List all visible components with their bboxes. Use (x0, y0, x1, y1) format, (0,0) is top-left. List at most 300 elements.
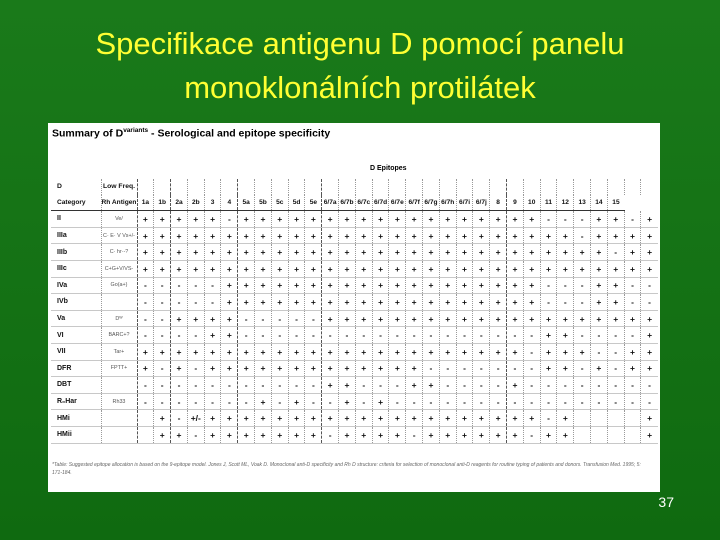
epitope-cell: + (607, 294, 624, 311)
table-row (51, 211, 658, 228)
epitope-cell: + (322, 360, 339, 377)
column-header: Category (51, 195, 101, 211)
table-row (51, 260, 658, 277)
epitope-cell: + (322, 377, 339, 394)
epitope-cell: + (574, 310, 591, 327)
epitope-cell: + (423, 310, 440, 327)
epitope-cell (607, 410, 624, 427)
epitope-cell: + (271, 360, 288, 377)
epitope-cell: + (439, 294, 456, 311)
epitope-cell: + (490, 244, 507, 261)
epitope-cell: + (423, 410, 440, 427)
epitope-cell: + (171, 360, 188, 377)
epitope-cell: + (137, 244, 154, 261)
epitope-cell: - (221, 211, 238, 228)
epitope-cell: + (288, 410, 305, 427)
header-cell-empty (288, 179, 305, 195)
epitope-cell: + (523, 260, 540, 277)
epitope-cell: + (456, 426, 473, 443)
epitope-cell: - (523, 393, 540, 410)
epitope-cell: + (355, 244, 372, 261)
epitope-cell: + (423, 211, 440, 228)
epitope-cell: - (624, 294, 641, 311)
epitope-cell: + (171, 227, 188, 244)
epitope-cell: + (355, 294, 372, 311)
epitope-cell: + (406, 310, 423, 327)
epitope-cell: + (355, 211, 372, 228)
epitope-cell: - (607, 360, 624, 377)
epitope-cell (607, 426, 624, 443)
table-row (51, 327, 658, 344)
epitope-cell: + (204, 327, 221, 344)
epitope-cell: + (372, 310, 389, 327)
epitope-cell: + (389, 277, 406, 294)
epitope-cell: + (204, 410, 221, 427)
epitope-cell: - (355, 377, 372, 394)
column-header: 14 (591, 195, 608, 211)
epitope-cell: + (406, 410, 423, 427)
epitope-cell: + (372, 343, 389, 360)
epitope-summary-table-image (48, 123, 660, 492)
epitope-cell: + (456, 260, 473, 277)
epitope-cell (624, 410, 641, 427)
epitope-cell: - (557, 211, 574, 228)
epitope-cell: + (423, 426, 440, 443)
epitope-cell: + (305, 360, 322, 377)
row-category: IIIc (51, 260, 101, 277)
epitope-cell (624, 426, 641, 443)
epitope-cell: + (591, 294, 608, 311)
epitope-cell: - (288, 310, 305, 327)
epitope-cell: + (456, 294, 473, 311)
epitope-cell: + (557, 310, 574, 327)
column-header: 6/7h (439, 195, 456, 211)
column-header: 4 (221, 195, 238, 211)
column-header: 6/7g (423, 195, 440, 211)
epitope-cell: + (305, 277, 322, 294)
epitope-cell: + (288, 227, 305, 244)
epitope-cell: - (204, 277, 221, 294)
epitope-cell: + (288, 343, 305, 360)
epitope-cell: + (288, 244, 305, 261)
header-cell-empty (456, 179, 473, 195)
epitope-cell: - (523, 343, 540, 360)
header-cell-empty (238, 179, 255, 195)
epitope-cell: + (591, 360, 608, 377)
epitope-cell: - (171, 294, 188, 311)
epitope-cell: - (137, 377, 154, 394)
epitope-cell: - (204, 393, 221, 410)
epitope-cell: + (389, 244, 406, 261)
epitope-cell: + (322, 244, 339, 261)
epitope-cell: - (271, 393, 288, 410)
epitope-cell: + (557, 360, 574, 377)
epitope-cell: + (372, 393, 389, 410)
header-cell-empty (271, 179, 288, 195)
epitope-cell: - (540, 410, 557, 427)
epitope-cell: + (423, 377, 440, 394)
epitope-cell: + (255, 343, 272, 360)
epitope-cell: + (255, 294, 272, 311)
epitope-cell: - (540, 277, 557, 294)
epitope-cell: - (574, 393, 591, 410)
row-category: IVa (51, 277, 101, 294)
epitope-cell: + (540, 310, 557, 327)
epitope-cell: - (255, 327, 272, 344)
epitope-cell: + (339, 393, 356, 410)
epitope-cell: + (154, 343, 171, 360)
header-cell-empty (523, 179, 540, 195)
epitope-cell: + (607, 227, 624, 244)
epitope-cell: + (221, 410, 238, 427)
epitope-cell: + (490, 294, 507, 311)
epitope-cell: + (507, 227, 524, 244)
epitope-cell: + (557, 410, 574, 427)
table-row (51, 227, 658, 244)
epitope-cell: + (204, 244, 221, 261)
row-category: HMi (51, 410, 101, 427)
epitope-cell (137, 410, 154, 427)
epitope-cell: - (439, 360, 456, 377)
epitope-cell: + (204, 426, 221, 443)
epitope-cell: + (288, 211, 305, 228)
epitope-cell (591, 410, 608, 427)
epitope-cell: - (490, 327, 507, 344)
epitope-cell: + (255, 277, 272, 294)
epitope-cell: + (187, 244, 204, 261)
epitope-cell: - (322, 327, 339, 344)
row-antigen: C· hr·-? (101, 244, 137, 261)
epitope-cell: + (507, 343, 524, 360)
epitope-cell: + (591, 244, 608, 261)
row-antigen: Ve/ (101, 211, 137, 228)
epitope-cell: + (423, 244, 440, 261)
epitope-cell: + (255, 360, 272, 377)
epitope-cell: + (523, 227, 540, 244)
epitope-cell: - (574, 377, 591, 394)
epitope-cell: + (439, 426, 456, 443)
epitope-cell: + (221, 343, 238, 360)
column-header: 11 (540, 195, 557, 211)
column-header: 6/7a (322, 195, 339, 211)
row-antigen: Dᵂ (101, 310, 137, 327)
header-cell-empty (137, 179, 154, 195)
epitope-cell: - (523, 360, 540, 377)
epitope-cell: + (423, 343, 440, 360)
epitope-cell: - (204, 294, 221, 311)
epitope-cell: + (187, 343, 204, 360)
epitope-cell: + (490, 410, 507, 427)
header-cell-empty (255, 179, 272, 195)
header-cell-empty (574, 179, 591, 195)
epitope-cell: + (473, 343, 490, 360)
epitope-cell: + (355, 227, 372, 244)
epitope-cell: - (288, 377, 305, 394)
epitope-cell: + (339, 410, 356, 427)
row-antigen: FPTT+ (101, 360, 137, 377)
epitope-cell: + (490, 227, 507, 244)
header-cell-empty (372, 179, 389, 195)
column-header: 10 (523, 195, 540, 211)
epitope-cell: + (305, 294, 322, 311)
epitope-cell: - (154, 360, 171, 377)
epitope-cell: + (271, 294, 288, 311)
epitope-cell: - (507, 360, 524, 377)
header-cell-empty (221, 179, 238, 195)
epitope-cell: - (574, 360, 591, 377)
table-row (51, 410, 658, 427)
epitope-cell: - (305, 377, 322, 394)
epitope-cell: + (355, 260, 372, 277)
epitope-cell: + (355, 277, 372, 294)
table-footnote: *Table: Suggested epitope allocation is based on the 9-epitope model. Jones J, Scott ML, Voak D. Monoclonal anti-D specificity and Rh D structure: criteria for selection of monoclonal anti-D reagents for routine typing of patients and donors. Transfusion Med. 1995; 5: 171-184. (52, 462, 641, 476)
epitope-cell: + (154, 244, 171, 261)
epitope-cell: + (507, 410, 524, 427)
epitope-cell: - (540, 377, 557, 394)
epitope-cell: + (439, 244, 456, 261)
header-cell-empty (607, 179, 624, 195)
header-cell-empty (187, 179, 204, 195)
epitope-cell: - (607, 377, 624, 394)
epitope-cell: + (473, 277, 490, 294)
epitope-cell: - (439, 327, 456, 344)
epitope-cell: + (540, 426, 557, 443)
epitope-cell: - (137, 310, 154, 327)
epitope-cell: + (221, 227, 238, 244)
column-header: 12 (557, 195, 574, 211)
header-cell-empty (389, 179, 406, 195)
epitope-cell: - (439, 393, 456, 410)
epitope-cell: - (171, 410, 188, 427)
epitope-cell: - (137, 393, 154, 410)
epitope-cell: - (389, 377, 406, 394)
epitope-cell: + (591, 227, 608, 244)
row-category: DFR (51, 360, 101, 377)
epitope-cell: - (507, 393, 524, 410)
epitope-cell: + (423, 294, 440, 311)
row-category: R₀Har (51, 393, 101, 410)
epitope-cell: + (372, 410, 389, 427)
column-header: 6/7b (339, 195, 356, 211)
epitope-cell: - (507, 327, 524, 344)
epitope-cell: - (456, 377, 473, 394)
epitope-cell: - (456, 360, 473, 377)
epitope-cell: + (406, 260, 423, 277)
epitope-cell: - (641, 294, 658, 311)
epitope-cell: + (389, 343, 406, 360)
epitope-cell: + (339, 211, 356, 228)
epitope-cell: - (187, 294, 204, 311)
epitope-cell: - (154, 393, 171, 410)
epitope-cell: + (591, 310, 608, 327)
epitope-cell: + (221, 426, 238, 443)
row-antigen (101, 410, 137, 427)
epitope-cell: + (641, 343, 658, 360)
epitope-cell: + (574, 343, 591, 360)
row-antigen: BARC+? (101, 327, 137, 344)
epitope-cell: + (473, 227, 490, 244)
epitope-cell: + (221, 277, 238, 294)
header-cell-empty (305, 179, 322, 195)
epitope-cell: - (490, 393, 507, 410)
epitope-cell: + (238, 211, 255, 228)
epitope-cell: - (271, 327, 288, 344)
epitope-cell: + (238, 277, 255, 294)
epitope-cell: + (339, 260, 356, 277)
epitope-cell: + (591, 211, 608, 228)
epitope-cell: + (137, 260, 154, 277)
epitope-cell: - (154, 294, 171, 311)
epitope-cell: + (624, 343, 641, 360)
epitope-cell: + (238, 343, 255, 360)
table-row (51, 426, 658, 443)
header-cell-empty (624, 179, 641, 195)
table-row (51, 343, 658, 360)
epitope-cell: + (507, 211, 524, 228)
row-category: IVb (51, 294, 101, 311)
epitope-cell: - (490, 360, 507, 377)
header-cell-empty (591, 179, 608, 195)
epitope-cell: + (406, 244, 423, 261)
epitope-cell: + (171, 426, 188, 443)
epitope-cell: - (187, 393, 204, 410)
epitope-cell: + (137, 211, 154, 228)
epitope-cell: + (255, 260, 272, 277)
epitope-cell: + (523, 244, 540, 261)
epitope-cell (574, 410, 591, 427)
table-header-row-2 (51, 195, 658, 211)
epitope-cell: - (271, 310, 288, 327)
header-cell-empty (204, 179, 221, 195)
epitope-cell: + (406, 377, 423, 394)
column-header: 6/7j (473, 195, 490, 211)
table-row (51, 244, 658, 261)
epitope-cell: + (389, 227, 406, 244)
row-category: VI (51, 327, 101, 344)
epitope-cell: + (171, 260, 188, 277)
table-title-superscript: variants (123, 127, 149, 134)
epitope-cell: - (641, 377, 658, 394)
row-category: Va (51, 310, 101, 327)
epitope-cell: + (540, 260, 557, 277)
epitope-cell: + (238, 410, 255, 427)
epitope-cell: + (406, 343, 423, 360)
epitope-cell: + (271, 410, 288, 427)
epitope-cell: + (305, 227, 322, 244)
slide-title (0, 22, 720, 110)
epitope-cell: - (372, 377, 389, 394)
epitope-cell: + (187, 211, 204, 228)
epitope-cell: - (355, 327, 372, 344)
epitope-cell: + (557, 343, 574, 360)
epitope-cell: + (271, 227, 288, 244)
epitope-cell: + (624, 360, 641, 377)
epitope-cell: + (406, 277, 423, 294)
epitope-cell: - (557, 277, 574, 294)
epitope-cell: - (322, 393, 339, 410)
epitope-cell: + (607, 211, 624, 228)
header-cell-empty (490, 179, 507, 195)
epitope-cell: + (238, 360, 255, 377)
epitope-cell: + (507, 426, 524, 443)
epitope-cell: + (456, 277, 473, 294)
epitope-cell: - (204, 377, 221, 394)
epitope-cell: + (171, 244, 188, 261)
epitope-cell: + (322, 227, 339, 244)
epitope-cell: - (490, 377, 507, 394)
epitope-cell: + (255, 244, 272, 261)
epitope-cell: - (607, 343, 624, 360)
column-header: 6/7f (406, 195, 423, 211)
epitope-cell: - (574, 327, 591, 344)
epitope-cell: + (187, 260, 204, 277)
epitope-cell: + (271, 211, 288, 228)
epitope-cell: + (271, 426, 288, 443)
epitope-cell: + (305, 410, 322, 427)
header-cell-empty (641, 179, 658, 195)
row-antigen: Go(a+) (101, 277, 137, 294)
epitope-cell: + (288, 360, 305, 377)
epitope-cell: - (607, 244, 624, 261)
epitope-cell: + (322, 343, 339, 360)
epitope-cell: - (322, 426, 339, 443)
epitope-cell: + (540, 227, 557, 244)
epitope-cell: + (238, 260, 255, 277)
epitope-cell: + (339, 277, 356, 294)
epitope-cell: - (305, 327, 322, 344)
epitope-cell: - (557, 294, 574, 311)
epitope-cell: - (574, 294, 591, 311)
epitope-cell: + (490, 260, 507, 277)
epitope-cell: + (339, 426, 356, 443)
epitope-cell: + (154, 260, 171, 277)
page-number: 37 (658, 494, 674, 510)
epitope-cell: - (288, 327, 305, 344)
epitope-cell: + (154, 227, 171, 244)
epitope-cell: - (271, 377, 288, 394)
epitope-cell: + (171, 211, 188, 228)
column-header: 5c (271, 195, 288, 211)
column-header: 1a (137, 195, 154, 211)
column-header: 5b (255, 195, 272, 211)
epitope-table (51, 179, 658, 444)
row-category: IIIb (51, 244, 101, 261)
epitope-cell: - (171, 277, 188, 294)
epitope-cell: + (137, 343, 154, 360)
epitope-cell: - (423, 327, 440, 344)
epitope-cell: + (389, 211, 406, 228)
epitope-cell: + (221, 360, 238, 377)
epitope-cell: + (322, 211, 339, 228)
epitope-cell: + (255, 410, 272, 427)
epitope-cell: + (389, 426, 406, 443)
epitope-cell: + (255, 211, 272, 228)
epitope-cell: + (339, 294, 356, 311)
header-cell-empty (473, 179, 490, 195)
epitope-cell: + (540, 327, 557, 344)
epitope-cell: + (473, 426, 490, 443)
epitope-cell: + (439, 410, 456, 427)
epitope-cell: - (624, 277, 641, 294)
epitope-cell: + (641, 244, 658, 261)
epitope-cell (591, 426, 608, 443)
epitope-cell: - (187, 277, 204, 294)
epitope-cell: + (456, 310, 473, 327)
slide-title-line-1: Specifikace antigenu D pomocí panelu (95, 26, 625, 61)
epitope-cell: + (389, 310, 406, 327)
epitope-cell: + (490, 310, 507, 327)
header-cell-empty (507, 179, 524, 195)
